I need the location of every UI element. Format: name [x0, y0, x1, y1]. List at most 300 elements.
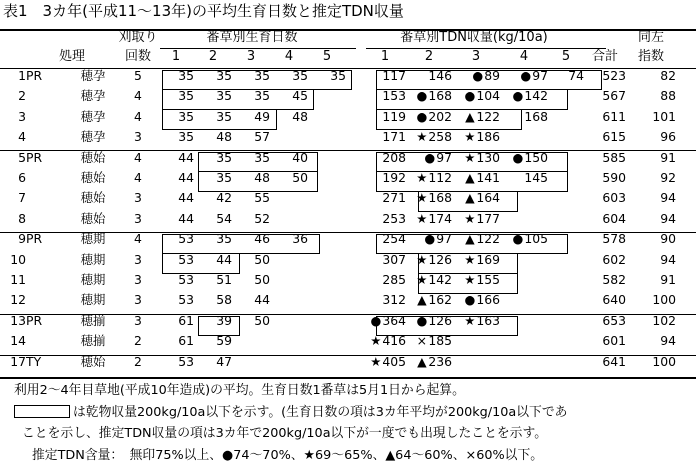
row-number: 6	[18, 170, 26, 186]
row-number: 2	[18, 88, 26, 104]
tdn-symbol: ●	[464, 292, 476, 308]
tdn-value: 174	[428, 210, 452, 226]
tdn-cell-5	[548, 168, 584, 188]
days-cell-2: 44	[216, 251, 232, 267]
row-index: 88	[660, 88, 676, 104]
row-number: 11	[10, 272, 26, 288]
days-cell-5	[308, 290, 346, 310]
row-total: 601	[602, 333, 626, 349]
spacer	[346, 209, 364, 229]
data-table	[0, 28, 676, 372]
spacer	[346, 331, 364, 351]
days-cell-2: 35	[216, 149, 232, 165]
tdn-cell-2	[406, 331, 452, 351]
row-total: 567	[602, 88, 626, 104]
tdn-symbol: ●	[416, 108, 428, 124]
days-cell-1: 35	[178, 88, 194, 104]
days-cell-3: 52	[254, 210, 270, 226]
row-stage: 穂期	[80, 231, 106, 247]
cut-times-header: 刈取り	[118, 30, 158, 45]
tdn-value: 141	[476, 170, 500, 186]
spacer	[346, 250, 364, 270]
days-cell-3: 50	[254, 312, 270, 328]
row-stage: 穂孕	[80, 129, 106, 145]
days-cell-2: 35	[216, 170, 232, 186]
days-cell-1: 61	[178, 333, 194, 349]
tdn-col-2: 2	[424, 49, 434, 64]
tdn-cell-3	[452, 352, 500, 372]
tdn-cell-2	[406, 127, 452, 147]
row-stage: 穂始	[80, 210, 106, 226]
days-cell-5	[308, 352, 346, 372]
tdn-cell-1	[364, 311, 406, 331]
index-header: 同左	[637, 30, 664, 45]
tdn-symbol: ●	[464, 88, 476, 104]
tdn-value: 186	[476, 129, 500, 145]
tdn-cell-3	[452, 148, 500, 168]
tdn-cell-2	[406, 148, 452, 168]
note-line-2-text: は乾物収量200kg/10a以下を示す。(生育日数の項は3カ年平均が200kg/10a以下であ	[73, 405, 568, 420]
tdn-value: 104	[476, 88, 500, 104]
tdn-cell-1	[364, 209, 406, 229]
row-cuts: 2	[134, 333, 142, 349]
row-index: 82	[660, 68, 676, 83]
days-cell-1: 44	[178, 149, 194, 165]
row-stage: 穂孕	[80, 68, 106, 83]
row-tag: PR	[26, 149, 43, 165]
row-stage: 穂始	[80, 149, 106, 165]
tdn-cell-4	[500, 66, 548, 86]
row-cuts: 2	[134, 353, 142, 369]
row-number: 8	[18, 210, 26, 226]
tdn-symbol: ★	[416, 272, 428, 288]
row-index: 92	[660, 170, 676, 186]
row-tag	[26, 331, 68, 351]
days-cell-1: 53	[178, 251, 194, 267]
tdn-cell-1	[364, 127, 406, 147]
header-row-1	[0, 28, 676, 47]
days-cell-5	[308, 168, 346, 188]
tdn-symbol: ★	[464, 149, 476, 165]
tdn-value: 142	[524, 88, 548, 104]
tdn-cell-4	[500, 148, 548, 168]
days-cell-1: 61	[178, 312, 194, 328]
tdn-col-3: 3	[471, 49, 481, 64]
days-cell-4	[270, 250, 308, 270]
days-cell-2: 35	[216, 88, 232, 104]
tdn-value: 271	[382, 190, 406, 206]
days-cell-2: 35	[216, 231, 232, 247]
row-total: 641	[602, 353, 626, 369]
note-line-3: ことを示し、推定TDN収量の項は3カ年で200kg/10a以下が一度でも出現したことを示す。	[22, 426, 548, 441]
tdn-value: 122	[476, 108, 500, 124]
days-cell-5	[308, 127, 346, 147]
row-tag	[26, 188, 68, 208]
tdn-value: 236	[428, 353, 452, 369]
note-line-4: 推定TDN含量： 無印75%以上、●74～70%、★69～65%、▲64～60%、×60%以下。	[32, 448, 544, 463]
days-cell-4: 35	[292, 68, 308, 83]
tdn-cell-5	[548, 107, 584, 127]
row-index: 100	[652, 353, 676, 369]
days-cell-4	[270, 352, 308, 372]
tdn-value: 312	[382, 292, 406, 308]
tdn-cell-1	[364, 290, 406, 310]
tdn-value: 202	[428, 108, 452, 124]
spacer	[346, 311, 364, 331]
row-cuts: 5	[134, 68, 142, 83]
tdn-cell-2	[406, 290, 452, 310]
table-row	[0, 86, 676, 106]
days-cell-3: 49	[254, 108, 270, 124]
table-row	[0, 250, 676, 270]
row-tag	[26, 107, 68, 127]
tdn-cell-3	[452, 270, 500, 290]
days-cell-3: 35	[254, 68, 270, 83]
days-cell-5: 35	[330, 68, 346, 83]
tdn-symbol: ●	[472, 68, 484, 83]
row-index: 96	[660, 129, 676, 145]
spacer	[346, 168, 364, 188]
tdn-cell-2	[406, 188, 452, 208]
tdn-value: 254	[382, 231, 406, 247]
tdn-cell-1	[364, 352, 406, 372]
row-total: 585	[602, 149, 626, 165]
index-header-2: 指数	[637, 49, 664, 64]
row-total: 590	[602, 170, 626, 186]
row-index: 100	[652, 292, 676, 308]
tdn-value: 89	[484, 68, 500, 83]
row-number: 9	[18, 231, 26, 247]
tdn-cell-1	[364, 331, 406, 351]
row-total: 582	[602, 272, 626, 288]
days-cell-3: 35	[254, 88, 270, 104]
tdn-symbol: ★	[416, 190, 428, 206]
days-cell-5	[308, 229, 346, 249]
row-cuts: 3	[134, 312, 142, 328]
tdn-col-1: 1	[380, 49, 390, 64]
table-row	[0, 331, 676, 351]
tdn-value: 208	[382, 149, 406, 165]
tdn-cell-3	[452, 107, 500, 127]
spacer	[346, 66, 364, 86]
tdn-value: 285	[382, 272, 406, 288]
tdn-cell-3	[452, 229, 500, 249]
row-total: 615	[602, 129, 626, 145]
tdn-cell-4	[500, 86, 548, 106]
days-cell-1: 35	[178, 108, 194, 124]
row-number: 4	[18, 129, 26, 145]
tdn-value: 126	[428, 312, 452, 328]
tdn-cell-4	[500, 127, 548, 147]
tdn-cell-1	[364, 66, 406, 86]
tdn-cell-5	[548, 209, 584, 229]
legend-box-icon	[14, 405, 70, 418]
tdn-symbol: ▲	[465, 231, 475, 247]
tdn-value: 171	[382, 129, 406, 145]
row-index: 94	[660, 190, 676, 206]
days-cell-4: 50	[292, 170, 308, 186]
tdn-cell-2	[406, 107, 452, 127]
tdn-symbol: ★	[416, 210, 428, 226]
row-total: 653	[602, 312, 626, 328]
spacer	[346, 107, 364, 127]
tdn-value: 146	[428, 68, 452, 83]
row-index: 94	[660, 251, 676, 267]
tdn-cell-2	[406, 86, 452, 106]
row-tag: PR	[26, 68, 43, 83]
row-cuts: 4	[134, 108, 142, 124]
tdn-value: 126	[428, 251, 452, 267]
tdn-symbol: ★	[464, 251, 476, 267]
days-cell-3: 46	[254, 231, 270, 247]
tdn-cell-1	[364, 168, 406, 188]
row-tag	[26, 270, 68, 290]
tdn-cell-3	[452, 127, 500, 147]
tdn-symbol: ★	[464, 129, 476, 145]
tdn-cell-1	[364, 229, 406, 249]
tdn-cell-3	[452, 66, 500, 86]
tdn-symbol: ●	[512, 149, 524, 165]
tdn-value: 177	[476, 210, 500, 226]
days-cell-1: 44	[178, 190, 194, 206]
tdn-cell-4	[500, 311, 548, 331]
tdn-cell-3	[452, 86, 500, 106]
table-row	[0, 188, 676, 208]
row-total: 603	[602, 190, 626, 206]
tdn-cell-4	[500, 290, 548, 310]
days-cell-4	[270, 311, 308, 331]
tdn-value: 105	[524, 231, 548, 247]
row-tag	[26, 168, 68, 188]
tdn-cell-5	[548, 148, 584, 168]
header-row-2	[0, 47, 676, 66]
row-stage: 穂始	[80, 353, 106, 369]
row-number: 17	[10, 353, 26, 369]
days-cell-1: 53	[178, 292, 194, 308]
row-stage: 穂期	[80, 292, 106, 308]
tdn-symbol: ●	[512, 88, 524, 104]
row-tag: TY	[26, 353, 42, 369]
tdn-cell-4	[500, 188, 548, 208]
days-cell-4	[270, 188, 308, 208]
row-cuts: 4	[134, 88, 142, 104]
tdn-value: 142	[428, 272, 452, 288]
days-cell-2: 35	[216, 68, 232, 83]
days-cell-1: 35	[178, 129, 194, 145]
tdn-cell-5	[548, 86, 584, 106]
days-cell-4	[270, 270, 308, 290]
tdn-symbol: ▲	[417, 353, 427, 369]
row-stage: 穂期	[80, 251, 106, 267]
tdn-cell-2	[406, 168, 452, 188]
total-header: 合計	[591, 49, 618, 64]
tdn-symbol: ●	[416, 88, 428, 104]
row-tag	[26, 250, 68, 270]
tdn-symbol: ★	[464, 312, 476, 328]
row-index: 91	[660, 149, 676, 165]
days-cell-2: 35	[216, 108, 232, 124]
table-row	[0, 290, 676, 310]
tdn-cell-4	[500, 270, 548, 290]
days-cell-1: 44	[178, 170, 194, 186]
tdn-cell-3	[452, 290, 500, 310]
tdn-cell-2	[406, 209, 452, 229]
tdn-cell-5	[548, 229, 584, 249]
table-row	[0, 168, 676, 188]
days-cell-3	[232, 352, 270, 372]
tdn-cell-1	[364, 270, 406, 290]
tdn-col-5: 5	[561, 49, 571, 64]
tdn-value: 155	[476, 272, 500, 288]
table-row	[0, 270, 676, 290]
tdn-cell-3	[452, 188, 500, 208]
row-cuts: 4	[134, 231, 142, 247]
row-total: 602	[602, 251, 626, 267]
days-cell-2: 51	[216, 272, 232, 288]
tdn-cell-2	[406, 352, 452, 372]
table-row	[0, 311, 676, 331]
row-number: 1	[18, 68, 26, 83]
tdn-cell-5	[548, 127, 584, 147]
row-index: 94	[660, 333, 676, 349]
tdn-value: 119	[382, 108, 406, 124]
days-cell-5	[308, 311, 346, 331]
days-cell-1: 53	[178, 231, 194, 247]
tdn-cell-4	[500, 107, 548, 127]
days-cell-4: 36	[292, 231, 308, 247]
tdn-symbol: ▲	[465, 190, 475, 206]
days-cell-2: 42	[216, 190, 232, 206]
table-row	[0, 352, 676, 372]
days-cell-5	[308, 270, 346, 290]
spacer	[346, 352, 364, 372]
tdn-symbol: ▲	[417, 292, 427, 308]
tdn-cell-3	[452, 311, 500, 331]
tdn-value: 364	[382, 312, 406, 328]
tdn-cell-1	[364, 188, 406, 208]
tdn-value: 168	[524, 108, 548, 124]
tdn-value: 258	[428, 129, 452, 145]
tdn-cell-4	[500, 168, 548, 188]
row-number: 13	[10, 312, 26, 328]
table-row	[0, 107, 676, 127]
days-cell-5	[308, 331, 346, 351]
table-row	[0, 66, 676, 86]
row-index: 102	[652, 312, 676, 328]
row-cuts: 3	[134, 251, 142, 267]
days-cell-4	[270, 290, 308, 310]
spacer	[346, 148, 364, 168]
days-cell-2: 47	[216, 353, 232, 369]
days-cell-1: 53	[178, 353, 194, 369]
row-cuts: 3	[134, 129, 142, 145]
tdn-value: 117	[382, 68, 406, 83]
days-cell-1: 44	[178, 210, 194, 226]
row-cuts: 4	[134, 170, 142, 186]
tdn-value: 405	[382, 353, 406, 369]
row-tag	[26, 127, 68, 147]
tdn-cell-5	[548, 290, 584, 310]
tdn-cell-1	[364, 148, 406, 168]
tdn-symbol: ★	[370, 333, 382, 349]
tdn-symbol: ★	[464, 210, 476, 226]
tdn-symbol: ×	[416, 333, 428, 349]
tdn-cell-2	[406, 250, 452, 270]
tdn-symbol: ●	[424, 231, 436, 247]
tdn-symbol: ★	[464, 272, 476, 288]
spacer	[346, 188, 364, 208]
note-line-1: 利用2～4年目草地(平成10年造成)の平均。生育日数1番草は5月1日から起算。	[14, 383, 465, 398]
days-cell-3: 48	[254, 170, 270, 186]
days-cell-4: 45	[292, 88, 308, 104]
row-stage: 穂始	[80, 190, 106, 206]
treatment-header: 処理	[58, 49, 85, 64]
tdn-cell-5	[548, 270, 584, 290]
row-total: 523	[602, 68, 626, 83]
days-cell-5	[308, 250, 346, 270]
days-cell-1: 35	[178, 68, 194, 83]
row-stage: 穂揃	[80, 312, 106, 328]
tdn-cell-5	[548, 331, 584, 351]
tdn-cell-2	[406, 229, 452, 249]
row-tag: PR	[26, 231, 43, 247]
tdn-value: 168	[428, 88, 452, 104]
tdn-cell-4	[500, 250, 548, 270]
tdn-cell-3	[452, 168, 500, 188]
bottom-rule	[0, 377, 696, 379]
note-line-2	[14, 405, 567, 420]
tdn-value: 192	[382, 170, 406, 186]
row-stage: 穂期	[80, 272, 106, 288]
tdn-cell-5	[548, 250, 584, 270]
row-number: 5	[18, 149, 26, 165]
tdn-cell-1	[364, 86, 406, 106]
row-number: 12	[10, 292, 26, 308]
tdn-value: 97	[436, 231, 452, 247]
days-cell-5	[308, 86, 346, 106]
tdn-symbol: ▲	[465, 170, 475, 186]
days-cell-5	[308, 107, 346, 127]
tdn-cell-4	[500, 352, 548, 372]
spacer	[346, 127, 364, 147]
tdn-value: 150	[524, 149, 548, 165]
tdn-cell-3	[452, 331, 500, 351]
spacer	[346, 290, 364, 310]
row-stage: 穂孕	[80, 108, 106, 124]
days-col-4: 4	[284, 49, 294, 64]
days-cell-3: 57	[254, 129, 270, 145]
tdn-col-4: 4	[519, 49, 529, 64]
days-cell-4: 48	[292, 108, 308, 124]
days-cell-4: 40	[292, 149, 308, 165]
tdn-value: 97	[436, 149, 452, 165]
row-cuts: 4	[134, 149, 142, 165]
row-index: 101	[652, 108, 676, 124]
table-row	[0, 209, 676, 229]
row-number: 3	[18, 108, 26, 124]
days-col-3: 3	[246, 49, 256, 64]
row-total: 640	[602, 292, 626, 308]
table-row	[0, 127, 676, 147]
row-total: 578	[602, 231, 626, 247]
tdn-cell-2	[406, 311, 452, 331]
days-col-5: 5	[322, 49, 332, 64]
days-group-header: 番草別生育日数	[206, 30, 298, 45]
tdn-value: 164	[476, 190, 500, 206]
days-cell-4	[270, 331, 308, 351]
tdn-group-header: 番草別TDN収量(kg/10a)	[400, 30, 548, 45]
tdn-symbol: ●	[424, 149, 436, 165]
